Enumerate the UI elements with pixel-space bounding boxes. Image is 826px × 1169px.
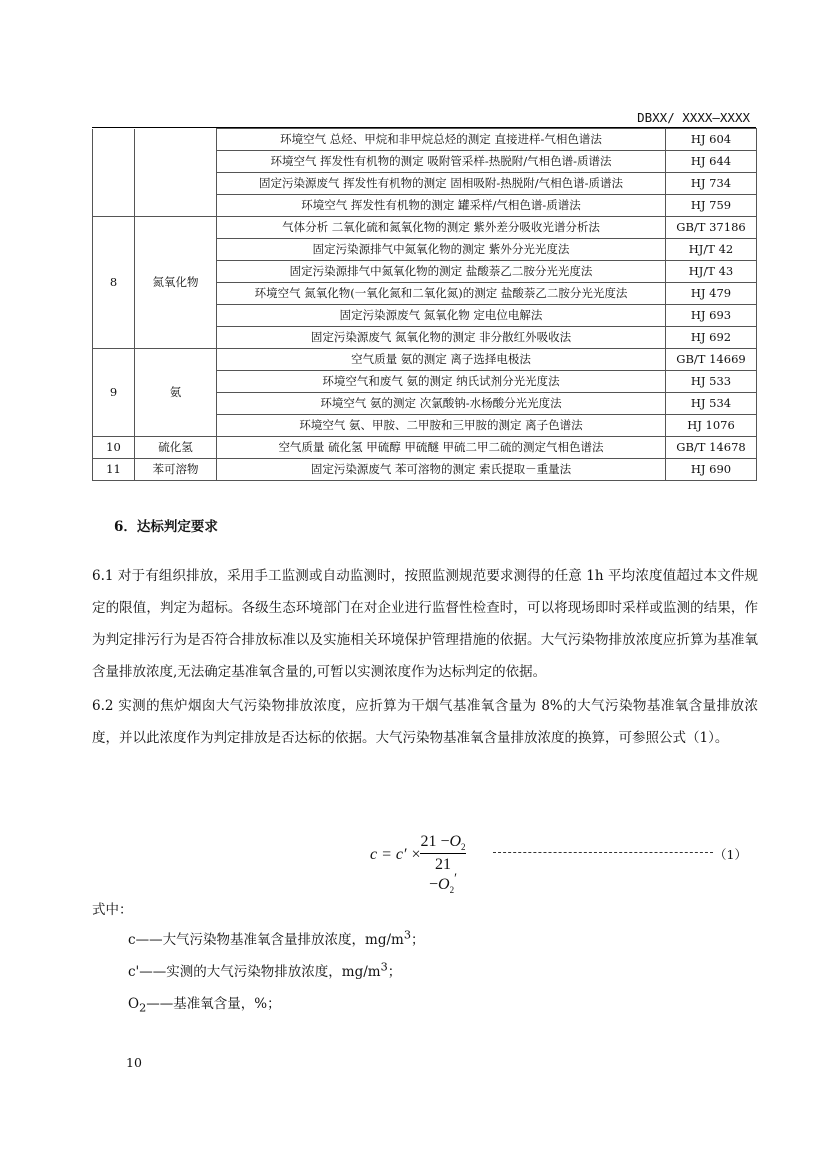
method-cell: 环境空气 氨、甲胺、二甲胺和三甲胺的测定 离子色谱法 bbox=[217, 415, 666, 437]
standard-cell: HJ 690 bbox=[666, 459, 757, 481]
standard-cell: HJ/T 42 bbox=[666, 239, 757, 261]
pollutant-cell: 苯可溶物 bbox=[135, 459, 217, 481]
method-cell: 固定污染源排气中氮氧化物的测定 盐酸萘乙二胺分光光度法 bbox=[217, 261, 666, 283]
standard-cell: HJ 734 bbox=[666, 173, 757, 195]
document-code: DBXX/ XXXX—XXXX bbox=[637, 110, 750, 125]
section-6-title: 6．达标判定要求 bbox=[114, 519, 218, 535]
standard-cell: GB/T 37186 bbox=[666, 217, 757, 239]
method-cell: 空气质量 硫化氢 甲硫醇 甲硫醚 甲硫二甲二硫的测定气相色谱法 bbox=[217, 437, 666, 459]
standard-cell: HJ 693 bbox=[666, 305, 757, 327]
pollutant-cell: 硫化氢 bbox=[135, 437, 217, 459]
monitoring-methods-table bbox=[92, 128, 757, 481]
table-row bbox=[93, 129, 757, 151]
formula-lhs: c = c′ × bbox=[370, 846, 422, 863]
method-cell: 环境空气 氮氧化物(一氧化氮和二氧化氮)的测定 盐酸萘乙二胺分光光度法 bbox=[217, 283, 666, 305]
standard-cell: HJ 533 bbox=[666, 371, 757, 393]
standard-cell: HJ 534 bbox=[666, 393, 757, 415]
no-cell: 8 bbox=[93, 217, 135, 349]
table-row bbox=[93, 217, 757, 239]
standard-cell: GB/T 14678 bbox=[666, 437, 757, 459]
method-cell: 环境空气 氨的测定 次氯酸钠-水杨酸分光光度法 bbox=[217, 393, 666, 415]
method-cell: 气体分析 二氧化硫和氮氧化物的测定 紫外差分吸收光谱分析法 bbox=[217, 217, 666, 239]
pollutant-cell: 氨 bbox=[135, 349, 217, 437]
standard-cell: HJ 692 bbox=[666, 327, 757, 349]
page-number: 10 bbox=[126, 1055, 142, 1070]
table-row bbox=[93, 437, 757, 459]
method-cell: 固定污染源废气 苯可溶物的测定 索氏提取－重量法 bbox=[217, 459, 666, 481]
standard-cell: GB/T 14669 bbox=[666, 349, 757, 371]
standard-cell: HJ 644 bbox=[666, 151, 757, 173]
fraction-bar bbox=[420, 853, 466, 854]
standard-cell: HJ 759 bbox=[666, 195, 757, 217]
standard-cell: HJ 604 bbox=[666, 129, 757, 151]
table-row bbox=[93, 349, 757, 371]
method-cell: 环境空气和废气 氨的测定 纳氏试剂分光光度法 bbox=[217, 371, 666, 393]
pollutant-cell bbox=[135, 129, 217, 217]
method-cell: 固定污染源废气 氮氧化物的测定 非分散红外吸收法 bbox=[217, 327, 666, 349]
equation-leader-line bbox=[493, 852, 713, 853]
formula-numerator: $21 -O_2$ bbox=[420, 833, 466, 853]
pollutant-cell: 氮氧化物 bbox=[135, 217, 217, 349]
method-cell: 环境空气 挥发性有机物的测定 罐采样/气相色谱-质谱法 bbox=[217, 195, 666, 217]
standard-cell: HJ/T 43 bbox=[666, 261, 757, 283]
method-cell: 固定污染源废气 氮氧化物 定电位电解法 bbox=[217, 305, 666, 327]
method-cell: 环境空气 总烃、甲烷和非甲烷总烃的测定 直接进样-气相色谱法 bbox=[217, 129, 666, 151]
no-cell: 9 bbox=[93, 349, 135, 437]
paragraph-6-1: 6.1 对于有组织排放，采用手工监测或自动监测时，按照监测规范要求测得的任意 1h 平均浓度值超过本文件规定的限值，判定为超标。各级生态环境部门在对企业进行监督性检查时，可以将现场即时采样或监测的结果，作为判定排污行为是否符合排放标准以及实施相关环境保护管理措施的依据。大气污染物排放浓度应折算为基准氧含量排放浓度,无法确定基准氧含量的,可暂以实测浓度作为达标判定的依据。 bbox=[92, 568, 758, 680]
definition-c: c——大气污染物基准氧含量排放浓度，$mg/m^3$； bbox=[128, 928, 425, 948]
formula-denominator: $21 -O_2'$ bbox=[428, 856, 457, 896]
definition-o2: $O_2——$基准氧含量，%； bbox=[128, 996, 281, 1015]
no-cell: 10 bbox=[93, 437, 135, 459]
method-cell: 环境空气 挥发性有机物的测定 吸附管采样-热脱附/气相色谱-质谱法 bbox=[217, 151, 666, 173]
table-row bbox=[93, 459, 757, 481]
definition-c-prime: c'——实测的大气污染物排放浓度，$mg/m^3$； bbox=[128, 960, 402, 980]
no-cell bbox=[93, 129, 135, 217]
formula-fraction bbox=[420, 832, 466, 896]
standard-cell: HJ 1076 bbox=[666, 415, 757, 437]
equation-number: （1） bbox=[714, 847, 747, 862]
where-label: 式中： bbox=[92, 902, 133, 918]
paragraph-6-2: 6.2 实测的焦炉烟囱大气污染物排放浓度，应折算为干烟气基准氧含量为 8%的大气污染物基准氧含量排放浓度，并以此浓度作为判定排放是否达标的依据。大气污染物基准氧含量排放浓度的换算，可参照公式（1）。 bbox=[92, 698, 758, 746]
standard-cell: HJ 479 bbox=[666, 283, 757, 305]
method-cell: 固定污染源废气 挥发性有机物的测定 固相吸附-热脱附/气相色谱-质谱法 bbox=[217, 173, 666, 195]
no-cell: 11 bbox=[93, 459, 135, 481]
method-cell: 固定污染源排气中氮氧化物的测定 紫外分光光度法 bbox=[217, 239, 666, 261]
method-cell: 空气质量 氨的测定 离子选择电极法 bbox=[217, 349, 666, 371]
